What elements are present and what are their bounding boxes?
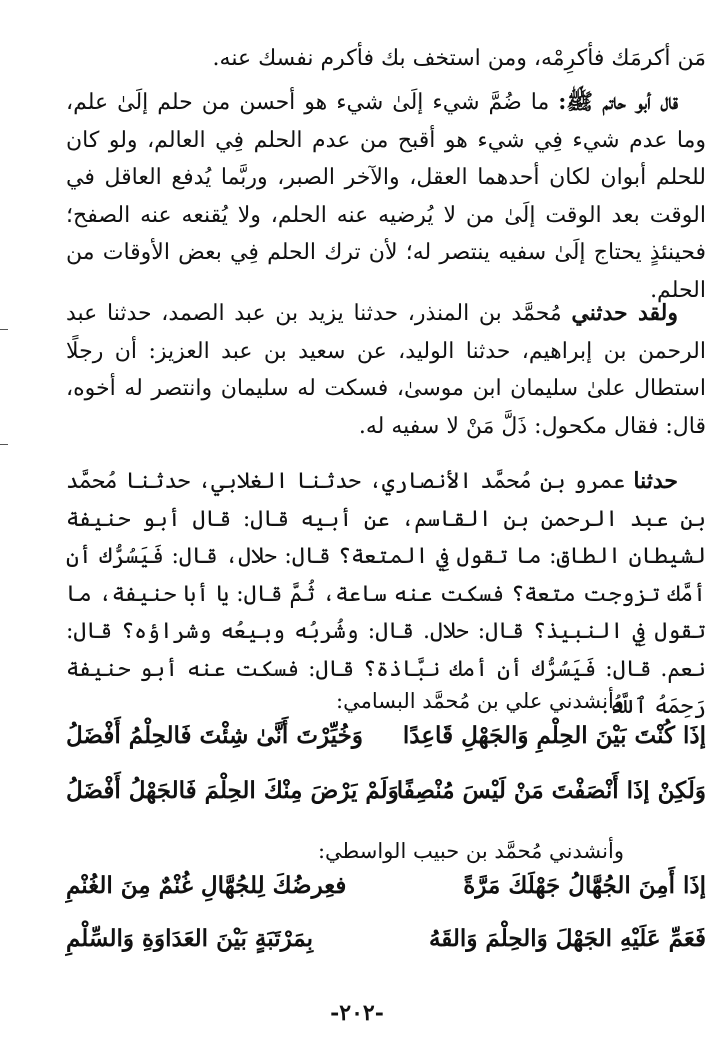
poem-2-verse-1 — [66, 872, 706, 918]
paragraph-2-text: ما ضُمَّ شيء إلَىٰ شيء هو أحسن من حلم إلَىٰ علم، وما عدم شيء فِي شيء هو أقبح من عدم الحلم فِي العالم، ولو كان للحلم أبوان لكان أحدهما العقل، والآخر الصبر، وربَّما يُدفع العاقل في الوقت بعد الوقت إلَىٰ من لا يُرضيه عنه الحلم، ولا يُقنعه عنه الصفح؛ فحينئذٍ يحتاج إلَىٰ سفيه ينتصر له؛ لأن ترك الحلم فِي بعض الأوقات من الحلم. — [66, 90, 706, 303]
paragraph-2 — [66, 84, 706, 309]
poem-1-verse-2 — [66, 777, 706, 823]
margin-tick — [0, 329, 8, 330]
poem-2-intro: وأنشدني مُحمَّد بن حبيب الواسطي: — [317, 839, 624, 863]
paragraph-4-text: عمرو بن مُحمَّد الأنصاري، حدثنا الغلابي، حدثنا مُحمَّد بن عبد الرحمن بن القاسم، عن أبيه قال: قال أبو حنيفة لشيطان الطاق: ما تقول فِي المتعة؟ قال: حلال، قال: فَيَسُرُّك أن أمَّك تزوجت متعة؟ فسكت عنه ساعة، ثُمَّ قال: يا أبا حنيفة، ما تقول فِي النبيذ؟ قال: حلال. قال: وشُربُه وبيعُه وشراؤه؟ قال: نعم. قال: فَيَسُرُّك أن أمك نبَّاذة؟ قال: فسكت عنه أبو حنيفة رَحِمَهُ ٱللَّهُ. — [66, 469, 706, 719]
paragraph-3 — [66, 295, 706, 445]
verse-first-hemistich: وَلَكِنْ إذَا أَنْصَفْتَ مَنْ لَيْسَ مُنْصِفًا — [396, 777, 706, 804]
paragraph-2-lead: قال أبو حاتم ﷺ: — [558, 89, 679, 115]
poem-1-verse-1 — [66, 722, 706, 768]
paragraph-1 — [66, 40, 706, 78]
verse-second-hemistich: فعِرضُكَ لِلجُهَّالِ غُنْمٌ مِنَ الغُنْمِ — [66, 872, 347, 899]
margin-tick — [0, 444, 8, 445]
poem-1-intro: وأنشدني علي بن مُحمَّد البسامي: — [336, 689, 624, 713]
paragraph-3-lead: ولقد حدثني — [571, 300, 678, 326]
verse-first-hemistich: فَعَمِّ عَلَيْهِ الجَهْلَ وَالحِلْمَ وَالقَهُ — [428, 925, 706, 952]
poem-2-verse-2 — [66, 925, 706, 971]
paragraph-3-text: مُحمَّد بن المنذر، حدثنا يزيد بن عبد الصمد، حدثنا عبد الرحمن بن إبراهيم، حدثنا الوليد، عن سعيد بن عبد العزيز: أن رجلًا استطال علىٰ سليمان ابن موسىٰ، فسكت له سليمان وانتصر له أخوه، قال: فقال مكحول: ذَلَّ مَنْ لا سفيه له. — [66, 301, 706, 439]
verse-second-hemistich: وَلَمْ يَرْضَ مِنْكَ الحِلْمَ فَالجَهْلُ أَفْضَلُ — [66, 777, 399, 804]
verse-second-hemistich: بِمَرْتَبَةٍ بَيْنَ العَدَاوَةِ وَالسِّلْمِ — [66, 925, 313, 952]
verse-first-hemistich: إذَا أَمِنَ الجُهَّالُ جَهْلَكَ مَرَّةً — [463, 872, 706, 899]
page-number: -٢٠٢- — [330, 1000, 384, 1026]
paragraph-4-lead: حدثنا — [633, 468, 678, 494]
verse-second-hemistich: وَخُيِّرْتَ أَنَّىٰ شِئْتَ فَالحِلْمُ أَفْضَلُ — [66, 722, 363, 749]
verse-first-hemistich: إذَا كُنْتَ بَيْنَ الحِلْمِ وَالجَهْلِ قَاعِدًا — [402, 722, 706, 749]
paragraph-1-text: مَن أكرمَك فأكرِمْه، ومن استخف بك فأكرم نفسك عنه. — [212, 46, 706, 71]
